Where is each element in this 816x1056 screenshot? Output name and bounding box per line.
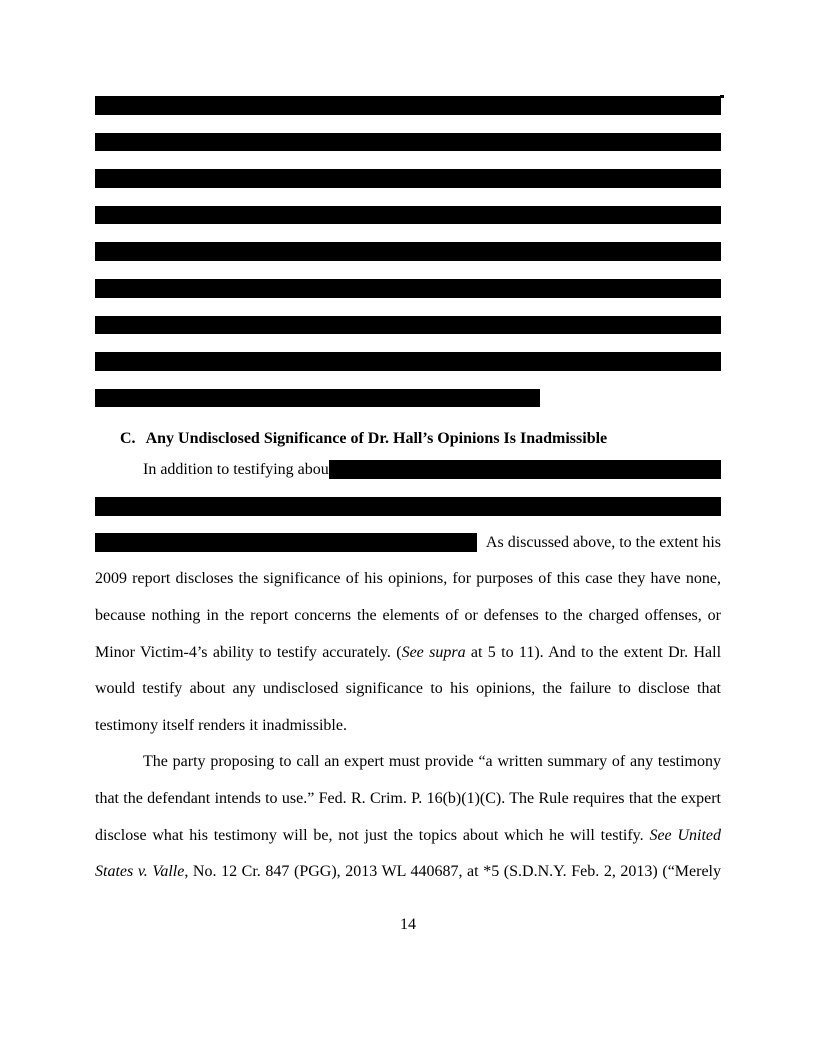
line-text xyxy=(95,570,721,587)
text-segment: The party proposing to call an expert must provide “a written summary of any testimony xyxy=(143,753,721,771)
document-line xyxy=(95,460,721,480)
redaction-bar xyxy=(95,533,477,552)
citation-text: States v. Valle xyxy=(95,863,185,881)
document-line xyxy=(95,643,721,663)
line-text xyxy=(95,790,721,807)
citation-text: See supra xyxy=(401,643,466,661)
text-segment: at 5 to 11). And to the extent Dr. Hall xyxy=(465,643,722,661)
redaction-bar xyxy=(95,96,721,115)
line-text xyxy=(143,460,329,480)
text-segment: disclose what his testimony will be, not just the topics about which he will testify. xyxy=(95,826,650,844)
line-text xyxy=(95,827,721,844)
section-heading-label: C. xyxy=(120,430,136,447)
line-text xyxy=(143,753,721,770)
document-line xyxy=(95,569,721,589)
text-segment: 2009 report discloses the significance of his opinions, for purposes of this case they have none, xyxy=(95,570,721,588)
text-segment: testimony itself renders it inadmissible. xyxy=(95,716,347,734)
section-heading xyxy=(96,429,720,449)
document-line xyxy=(95,679,721,699)
redaction-bar xyxy=(95,206,721,225)
redaction-bar xyxy=(95,352,721,371)
text-segment: that the defendant intends to use.” Fed. R. Crim. P. 16(b)(1)(C). The Rule requires that the expert xyxy=(95,789,721,807)
redaction-bar xyxy=(95,279,721,298)
redaction-bar xyxy=(95,497,721,516)
text-segment: Minor Victim-4’s ability to testify accurately. ( xyxy=(95,643,402,661)
document-line xyxy=(95,789,721,809)
redaction-bar xyxy=(95,242,721,261)
redaction-bar xyxy=(95,389,540,408)
line-text xyxy=(95,863,721,880)
line-text xyxy=(477,533,721,553)
line-text xyxy=(95,680,721,697)
citation-text: See United xyxy=(649,826,722,844)
redaction-bar xyxy=(95,169,721,188)
document-line xyxy=(95,716,721,736)
redaction-bar xyxy=(95,316,721,335)
document-line xyxy=(95,606,721,626)
text-segment: As discussed above, to the extent his xyxy=(485,533,721,551)
line-text xyxy=(95,607,721,624)
document-line xyxy=(95,862,721,882)
redaction-edge-artifact xyxy=(720,95,724,98)
document-line xyxy=(95,826,721,846)
text-segment: because nothing in the report concerns the elements of or defenses to the charged offenses, or xyxy=(95,606,721,624)
text-segment: , No. 12 Cr. 847 (PGG), 2013 WL 440687, at *5 (S.D.N.Y. Feb. 2, 2013) (“Merely xyxy=(184,863,721,881)
document-line xyxy=(95,533,721,553)
line-text xyxy=(95,717,347,734)
redaction-bar xyxy=(95,133,721,152)
document-line xyxy=(95,496,721,516)
text-segment: would testify about any undisclosed significance to his opinions, the failure to disclose that xyxy=(95,680,721,698)
line-text xyxy=(95,644,721,661)
page-number: 14 xyxy=(400,916,416,933)
text-segment: In addition to testifying abou xyxy=(143,460,329,478)
document-line xyxy=(95,752,721,772)
redaction-bar xyxy=(329,460,721,479)
section-heading-text: Any Undisclosed Significance of Dr. Hall’s Opinions Is Inadmissible xyxy=(145,430,608,447)
